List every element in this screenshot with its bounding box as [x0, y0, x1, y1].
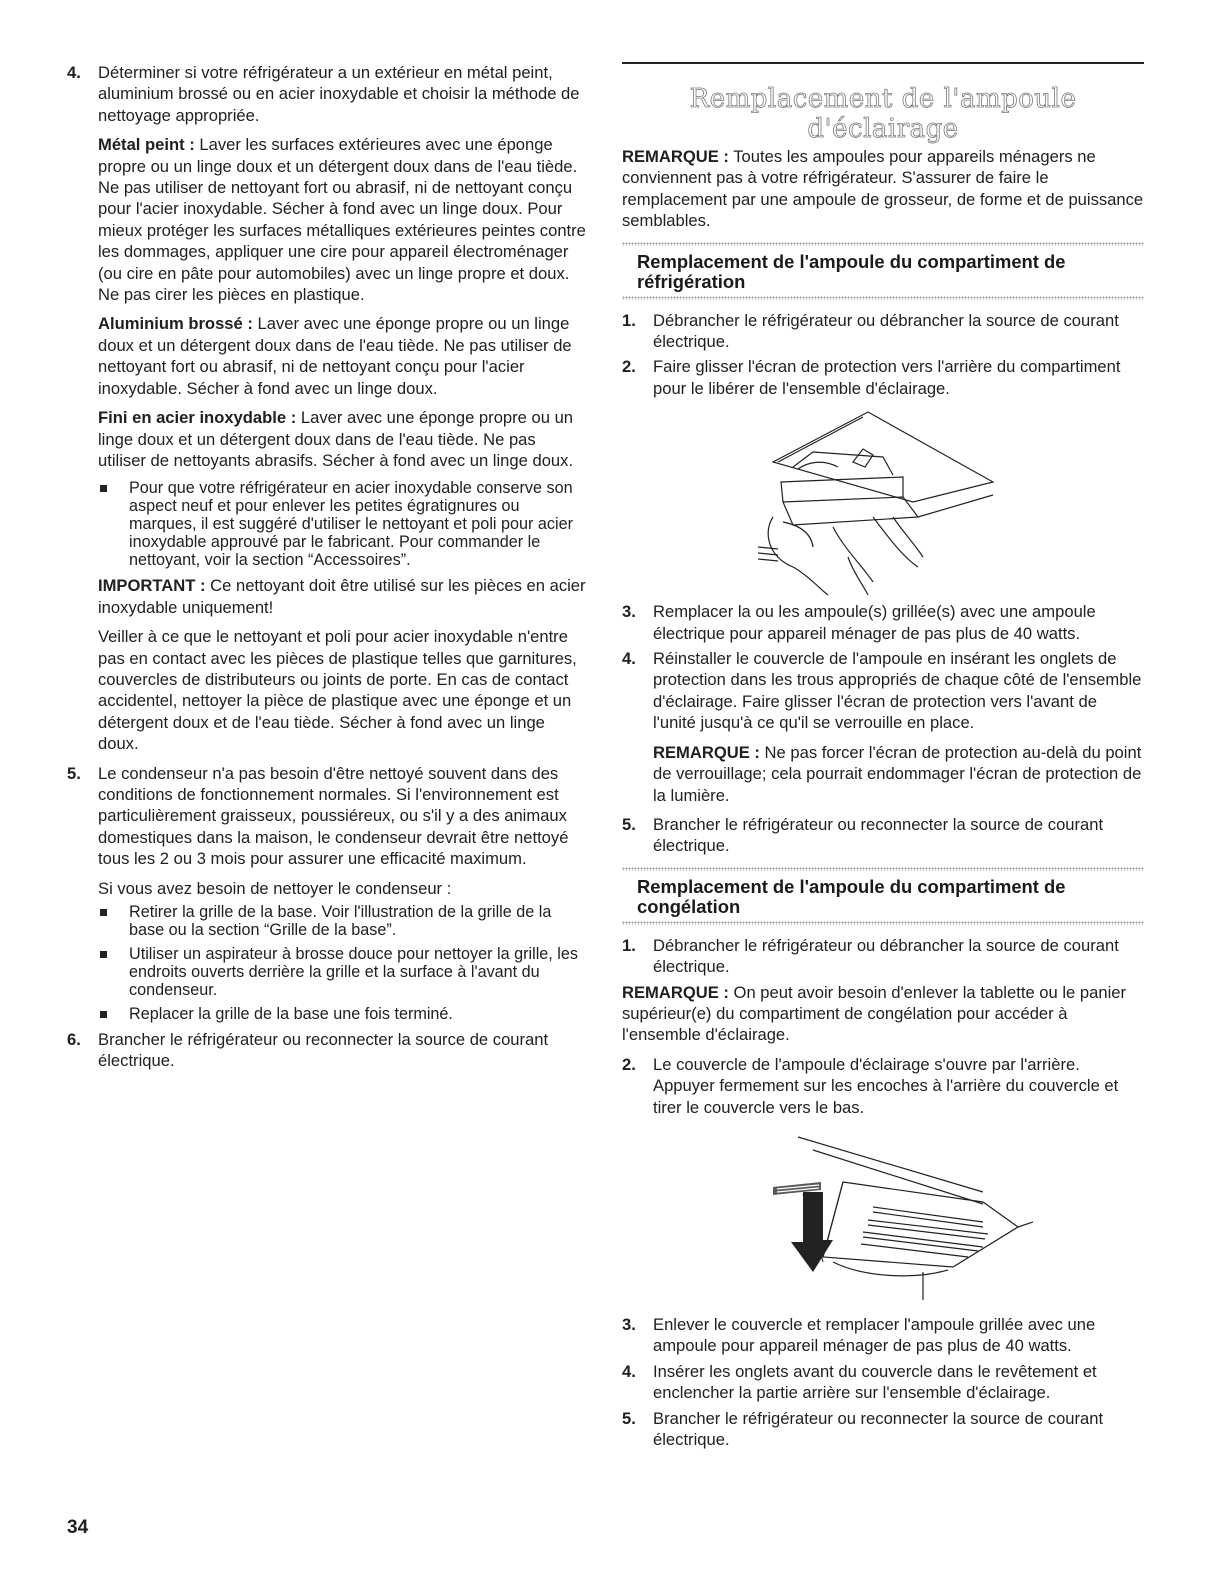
step-number: 4.: [622, 1361, 636, 1381]
step-text: Réinstaller le couvercle de l'ampoule en insérant les onglets de protection dans les trous appropriés de chaque côté de l'ensemble d'éclairage. Faire glisser l'écran de protection vers l'avant de l'unité jusqu'à ce qu'il se verrouille en place.: [653, 649, 1142, 733]
step-1: [622, 310, 1144, 353]
step-number: 4.: [622, 649, 636, 669]
step-5: [67, 763, 587, 1023]
metal-peint-paragraph: [98, 134, 587, 305]
step-number: 3.: [622, 602, 636, 622]
dotted-divider: [622, 921, 1144, 925]
step-number: 5.: [622, 814, 636, 834]
step-number: 1.: [622, 310, 636, 330]
list-item: Utiliser un aspirateur à brosse douce pour nettoyer la grille, les endroits ouverts derrière la grille et la surface à l'avant du condenseur.: [98, 945, 587, 999]
subheading-refrigeration: Remplacement de l'ampoule du compartiment de réfrigération: [637, 250, 1066, 292]
step-number: 1.: [622, 935, 636, 955]
important-paragraph: [98, 575, 587, 618]
remarque-label: REMARQUE :: [653, 742, 760, 762]
remarque-paragraph: [653, 742, 1144, 806]
step-number: 3.: [622, 1314, 636, 1334]
inox-label: Fini en acier inoxydable :: [98, 408, 297, 428]
step-2: [622, 356, 1144, 399]
remarque-paragraph: [622, 982, 1144, 1046]
list-item: Retirer la grille de la base. Voir l'illustration de la grille de la base ou la section “Grille de la base”.: [98, 903, 587, 939]
aluminium-label: Aluminium brossé :: [98, 314, 253, 334]
aluminium-text: Laver avec une éponge propre ou un linge doux et un détergent doux dans de l'eau tiède. Ne pas utiliser de nettoyant fort ou abrasif, ni de nettoyant conçu pour l'acier inoxydable. Sécher à fond avec un linge doux.: [98, 314, 572, 398]
step-5: [622, 814, 1144, 857]
inox-text: Laver avec une éponge propre ou un linge doux et un détergent doux dans de l'eau tiède. Ne pas utiliser de nettoyants abrasifs. Sécher à fond avec un linge doux.: [98, 408, 574, 470]
page-number: 34: [67, 1517, 89, 1538]
dotted-divider: [622, 296, 1144, 300]
remarque-paragraph: [622, 146, 1144, 232]
step-5: [622, 1408, 1144, 1451]
step-text: Débrancher le réfrigérateur ou débrancher la source de courant électrique.: [653, 310, 1119, 352]
inox-paragraph: [98, 407, 587, 471]
step-text: Enlever le couvercle et remplacer l'ampoule grillée avec une ampoule pour appareil ménager de pas plus de 40 watts.: [653, 1314, 1096, 1356]
light-shield-illustration: [753, 407, 1013, 597]
subheading-congelation: Remplacement de l'ampoule du compartiment de congélation: [637, 875, 1066, 917]
remarque-label: REMARQUE :: [622, 982, 729, 1002]
remarque-label: REMARQUE :: [622, 147, 729, 166]
left-column: [67, 62, 587, 1080]
inox-bullet-list: [98, 479, 587, 569]
step-text: Brancher le réfrigérateur ou reconnecter la source de courant électrique.: [653, 814, 1104, 856]
important-label: IMPORTANT :: [98, 576, 206, 596]
step-text: Le couvercle de l'ampoule d'éclairage s'ouvre par l'arrière. Appuyer fermement sur les encoches à l'arrière du couvercle et tirer le couvercle vers le bas.: [653, 1054, 1119, 1117]
step-4: [622, 1361, 1144, 1404]
aluminium-paragraph: [98, 313, 587, 399]
right-column: [622, 62, 1144, 1458]
condenser-bullet-list: [98, 903, 587, 1023]
veiller-paragraph: Veiller à ce que le nettoyant et poli pour acier inoxydable n'entre pas en contact avec les pièces de plastique telles que garnitures, couvercles de distributeurs ou joints de porte. En cas de contact accidentel, nettoyer la pièce de plastique avec une éponge et un détergent doux et de l'eau tiède. Sécher à fond avec un linge doux.: [98, 627, 577, 754]
list-item: Pour que votre réfrigérateur en acier inoxydable conserve son aspect neuf et pour enlever les petites égratignures ou marques, il est suggéré d'utiliser le nettoyant et poli pour acier inoxydable approuvé par le fabricant. Pour commander le nettoyant, voir la section “Accessoires”.: [98, 479, 587, 569]
important-text: Ce nettoyant doit être utilisé sur les pièces en acier inoxydable uniquement!: [98, 576, 586, 617]
step-text: Faire glisser l'écran de protection vers l'arrière du compartiment pour le libérer de l'ensemble d'éclairage.: [653, 357, 1121, 398]
step-number: 2.: [622, 357, 636, 377]
step-number: 2.: [622, 1054, 636, 1074]
freezer-cover-illustration: [733, 1132, 1033, 1302]
step-text: Remplacer la ou les ampoule(s) grillée(s) avec une ampoule électrique pour appareil ménager de pas plus de 40 watts.: [653, 602, 1096, 643]
condenser-intro: Si vous avez besoin de nettoyer le condenseur :: [98, 878, 452, 898]
remarque-text: Ne pas forcer l'écran de protection au-delà du point de verrouillage; cela pourrait endommager l'écran de protection de la lumière.: [653, 742, 1142, 805]
metal-peint-label: Métal peint :: [98, 135, 195, 155]
step-text: Le condenseur n'a pas besoin d'être nettoyé souvent dans des conditions de fonctionnement normales. Si l'environnement est particulièrement graisseux, poussiéreux, ou s'il y a des animaux domestiques dans la maison, le condenseur devrait être nettoyé tous les 2 ou 3 mois pour assurer une efficacité maximum.: [98, 763, 569, 869]
step-text: Insérer les onglets avant du couvercle dans le revêtement et enclencher la partie arrière sur l'ensemble d'éclairage.: [653, 1361, 1097, 1403]
remarque-text: On peut avoir besoin d'enlever la tablette ou le panier supérieur(e) du compartiment de congélation pour accéder à l'ensemble d'éclairage.: [622, 982, 1127, 1045]
remarque-text: Toutes les ampoules pour appareils ménagers ne conviennent pas à votre réfrigérateur. S'assurer de faire le remplacement par une ampoule de grosseur, de forme et de puissance semblables.: [622, 147, 1144, 231]
list-item: Replacer la grille de la base une fois terminé.: [98, 1005, 587, 1023]
step-text: Débrancher le réfrigérateur ou débrancher la source de courant électrique.: [653, 935, 1119, 977]
step-1: [622, 935, 1144, 978]
metal-peint-text: Laver les surfaces extérieures avec une éponge propre ou un linge doux et un détergent doux dans de l'eau tiède. Ne pas utiliser de nettoyant fort ou abrasif, ni de nettoyant conçu pour l'acier inoxydable. Sécher à fond avec un linge doux. Pour mieux protéger les surfaces métalliques extérieures peintes contre les dommages, appliquer une cire pour appareil électroménager (ou cire en pâte pour automobiles) avec un linge propre et doux. Ne pas cirer les pièces en plastique.: [98, 135, 586, 305]
step-2: [622, 1054, 1144, 1118]
step-6: [67, 1029, 587, 1072]
step-4: [622, 648, 1144, 806]
step-text: Brancher le réfrigérateur ou reconnecter la source de courant électrique.: [653, 1408, 1104, 1449]
step-3: [622, 601, 1144, 644]
step-number: 5.: [622, 1408, 636, 1428]
step-4: [67, 62, 587, 755]
step-3: [622, 1314, 1144, 1357]
section-title: Remplacement de l'ampoule d'éclairage: [622, 62, 1144, 144]
step-number: 4.: [67, 63, 81, 82]
step-text: Déterminer si votre réfrigérateur a un extérieur en métal peint, aluminium brossé ou en acier inoxydable et choisir la méthode de nettoyage appropriée.: [98, 63, 580, 125]
step-number: 5.: [67, 763, 81, 783]
step-number: 6.: [67, 1030, 81, 1049]
step-text: Brancher le réfrigérateur ou reconnecter la source de courant électrique.: [98, 1030, 549, 1071]
